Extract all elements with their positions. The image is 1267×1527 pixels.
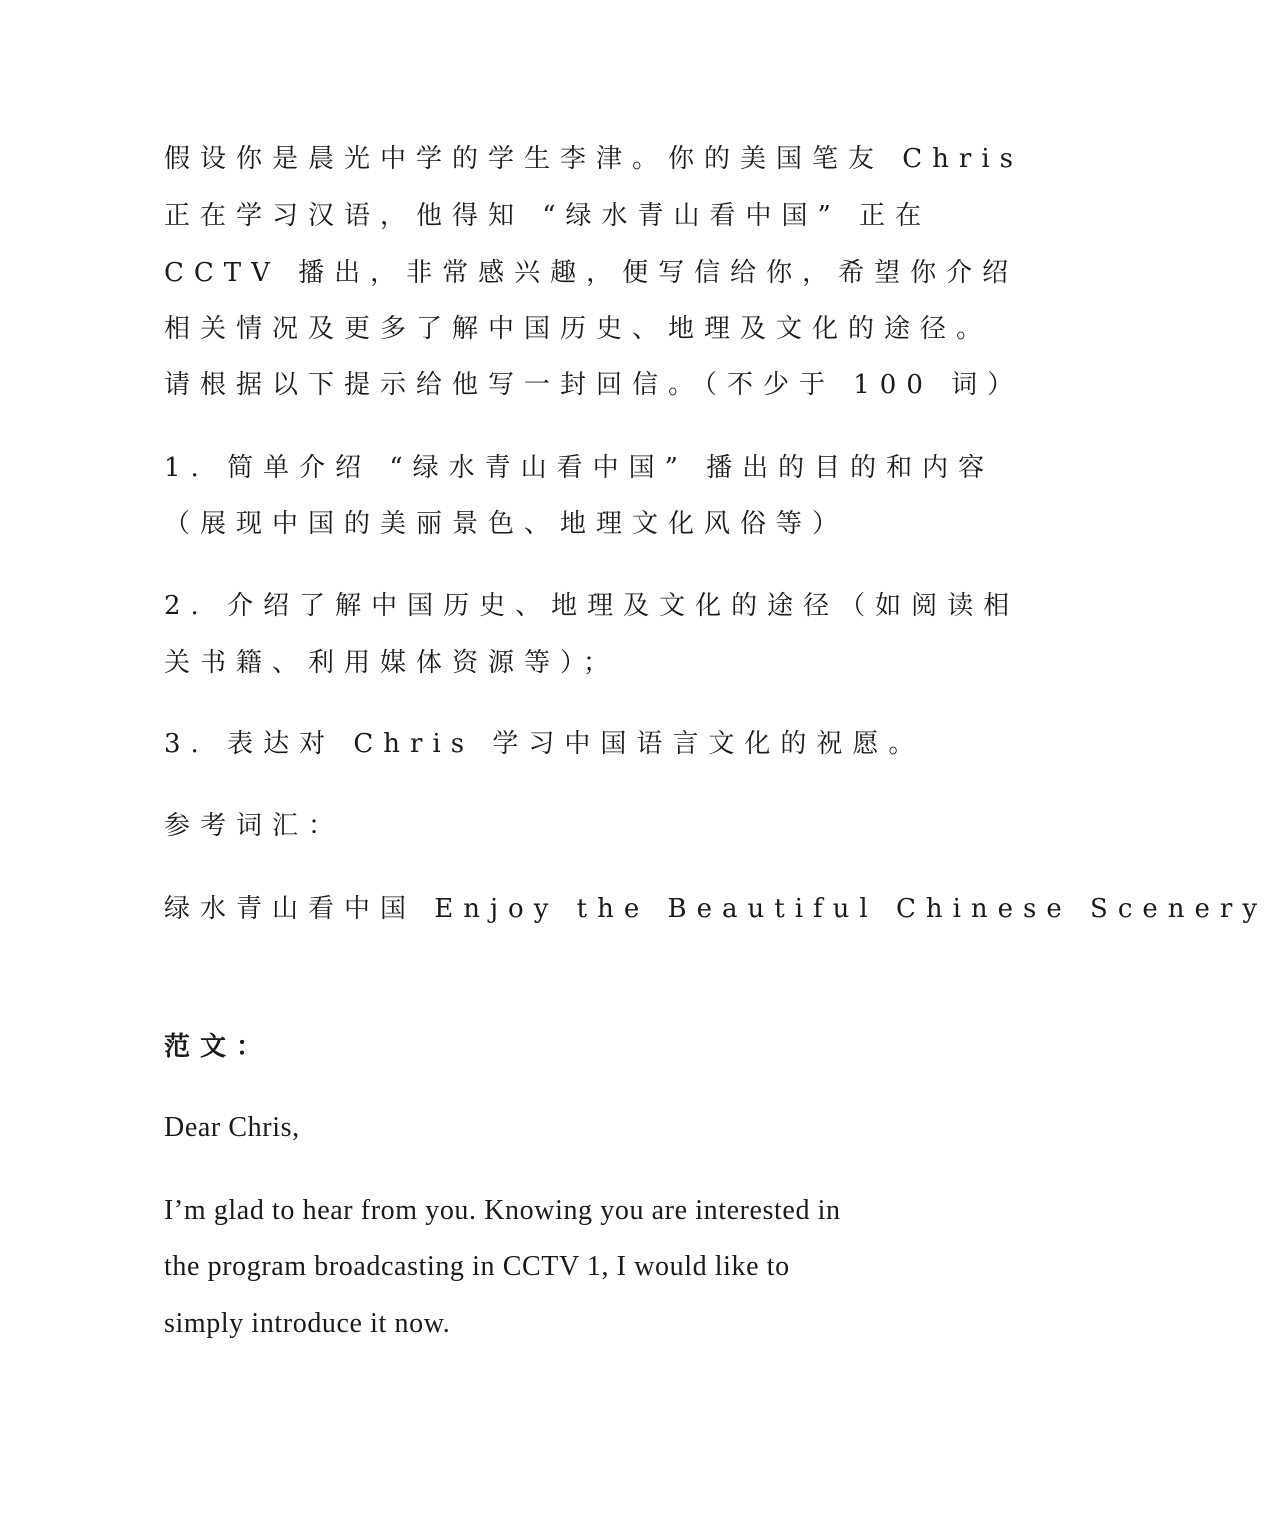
letter-greeting: Dear Chris, — [164, 1112, 300, 1143]
point-3-line-1: 3. 表达对 Chris 学习中国语言文化的祝愿。 — [164, 729, 925, 759]
point-1-line-2: （展现中国的美丽景色、地理文化风俗等） — [164, 509, 849, 539]
point-2-line-2: 关书籍、利用媒体资源等）； — [164, 648, 620, 678]
point-1-line-1: 1. 简单介绍 “绿水青山看中国” 播出的目的和内容 — [164, 453, 995, 483]
letter-body-line-2: the program broadcasting in CCTV 1, I would like to — [164, 1251, 790, 1282]
prompt-line-3: CCTV 播出，非常感兴趣，便写信给你，希望你介绍 — [164, 258, 1019, 288]
prompt-line-4: 相关情况及更多了解中国历史、地理及文化的途径。 — [164, 314, 993, 344]
prompt-line-5: 请根据以下提示给他写一封回信。（不少于 100 词） — [164, 370, 1024, 400]
letter-body-line-1: I’m glad to hear from you. Knowing you are interested in — [164, 1195, 841, 1226]
sample-heading: 范文： — [164, 1032, 273, 1062]
letter-body-line-3: simply introduce it now. — [164, 1308, 451, 1339]
prompt-line-1: 假设你是晨光中学的学生李津。你的美国笔友 Chris — [164, 144, 1023, 174]
prompt-line-2: 正在学习汉语，他得知 “绿水青山看中国” 正在 — [164, 201, 932, 231]
vocab-heading: 参考词汇： — [164, 811, 345, 841]
point-2-line-1: 2. 介绍了解中国历史、地理及文化的途径（如阅读相 — [164, 591, 1020, 621]
vocab-entry: 绿水青山看中国 Enjoy the Beautiful Chinese Scenery — [164, 894, 1267, 924]
